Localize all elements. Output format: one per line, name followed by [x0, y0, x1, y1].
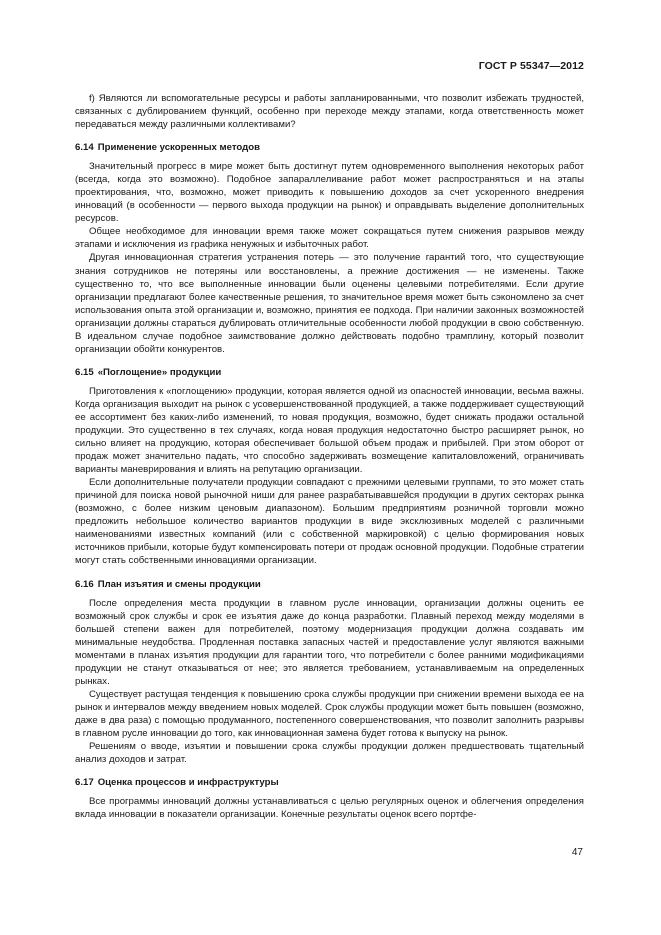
section-heading [75, 141, 584, 154]
paragraph: Если дополнительные получатели продукции совпадают с прежними целевыми группами, то это может стать причиной для поиска новой рыночной ниши для ранее разрабатывавшейся продукции в других секторах рынка (возможно, с более низким ценовым диапазоном). Большим предприятиям розничной торговли можно предложить небольшое количество вариантов продукции в виде эксклюзивных моделей с различными наименованиями известных компаний (или с собственной маркировкой) с целью формирования новых источников прибыли, которые будут компенсировать потери от продаж основной продукции. Подобные стратегии могут стать собственными инновациями организации. [75, 477, 584, 567]
section-number: 6.17 [75, 777, 94, 789]
section-heading [75, 366, 584, 379]
section-title: Применение ускоренных методов [97, 142, 261, 154]
paragraph: Значительный прогресс в мире может быть достигнут путем одновременного выполнения некоторых работ (всегда, когда это возможно). Подобное запараллеливание работ может распространяться и на этапы проектирования, что, возможно, может приводить к повышению доходов за счет ускоренного внедрения инноваций (в особенности — первого выхода продукции на рынок) и оправдывать выделение дополнительных ресурсов. [75, 161, 584, 225]
section-title: План изъятия и смены продукции [97, 578, 261, 590]
paragraph: f) Являются ли вспомогательные ресурсы и работы запланированными, что позволит избежать трудностей, связанных с дублированием функций, особенно при переходе между этапами, когда ответственность может передаваться между различными коллективами? [75, 93, 584, 131]
document-body [75, 92, 584, 821]
paragraph: Существует растущая тенденция к повышению срока службы продукции при снижении времени выхода ее на рынок и интервалов между введением новых моделей. Срок службы продукции может быть повышен (возможно, даже в два раза) с помощью продуманного, постепенного совершенствования, что позволит заполнить разрывы в главном русле инновации до того, как инновационная замена будет готова к выпуску на рынок. [75, 688, 584, 739]
paragraph: Приготовления к «поглощению» продукции, которая является одной из опасностей инновации, весьма важны. Когда организация выходит на рынок с усовершенствованной продукцией, а также поддерживает существующий ее ассортимент без каких-либо изменений, то новая продукция, возможно, будет снижать продажи остальной продукции. Это существенно в тех случаях, когда новая продукция недостаточно быстро расширяет рынок, но сильно влияет на продукцию, которая обеспечивает большой объем продаж и прибылей. При этом оборот от продаж может значительно падать, что способно задерживать возмещение капиталовложений, ограничивать варианты маневрирования и влиять на репутацию организации. [75, 385, 584, 476]
section-heading [75, 578, 584, 591]
section-number: 6.16 [75, 578, 94, 590]
paragraph: Общее необходимое для инновации время также может сокращаться путем снижения разрывов между этапами и исключения из графика ненужных и избыточных работ. [75, 226, 584, 251]
paragraph: После определения места продукции в главном русле инновации, организации должны оценить ее возможный срок службы и срок ее изъятия даже до конца разработки. Плавный переход между моделями в большей степени важен для потребителей, поэтому модернизация продукции должна создавать им минимальные неудобства. Продленная поставка запасных частей и предоставление услуг являются важными моментами в планах изъятия продукции для гарантии того, что потребители с более ранними модификациями продукции не станут отказываться от нее; это является требованием, устанавливаемым на определенных рынках. [75, 597, 584, 687]
section-number: 6.14 [75, 142, 94, 154]
paragraph: Все программы инноваций должны устанавливаться с целью регулярных оценок и облегчения определения вклада инновации в показатели организации. Конечные результаты оценок всего портфе- [75, 796, 584, 821]
paragraph: Другая инновационная стратегия устранения потерь — это получение гарантий того, что существующие знания сотрудников не потеряны или восстановлены, а прежние достижения — не изменены. Также существенно то, что все выполненные инновации были оценены целевыми потребителями. Если другие организации предлагают более качественные решения, то значительное время может быть сэкономлено за счет использования опыта этой организации и, возможно, принятия ее подхода. При наличии законных возможностей организации должны стараться дублировать отличительные особенности любой продукции в свою собственную. В идеальном случае подобное заимствование должно действовать подобно трамплину, который позволит организации обойти конкурентов. [75, 252, 584, 355]
section-title: «Поглощение» продукции [97, 366, 222, 378]
section-heading [75, 776, 584, 789]
standard-designation: ГОСТ Р 55347—2012 [478, 60, 584, 72]
section-title: Оценка процессов и инфраструктуры [97, 777, 279, 789]
paragraph: Решениям о вводе, изъятии и повышении срока службы продукции должен предшествовать тщательный анализ доходов и затрат. [75, 741, 584, 766]
section-number: 6.15 [75, 366, 94, 378]
page-number: 47 [571, 847, 583, 858]
